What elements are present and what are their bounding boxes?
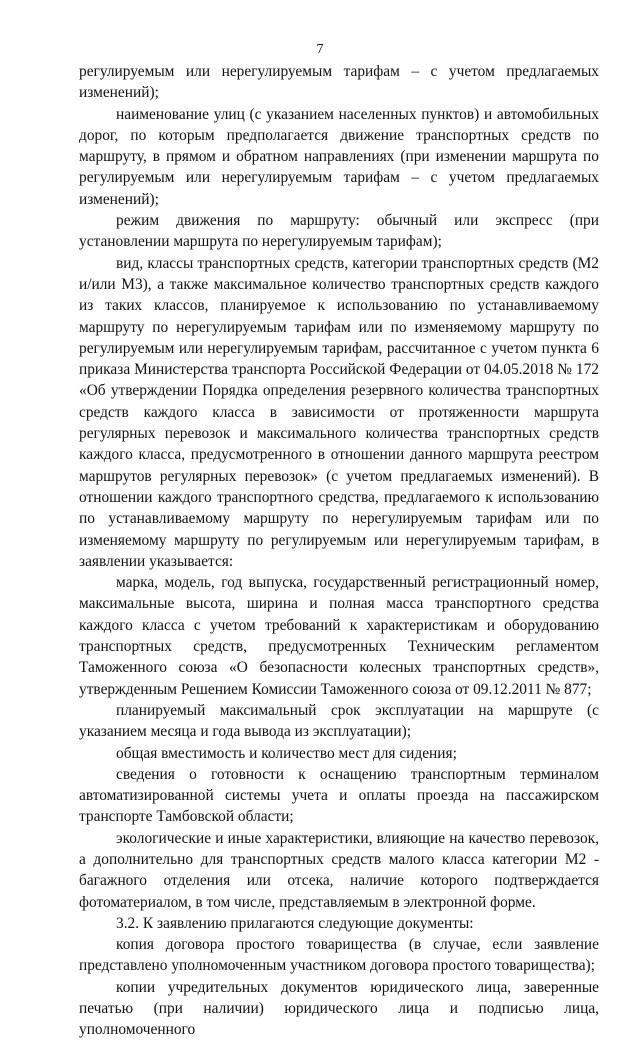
paragraph-section-3-2: 3.2. К заявлению прилагаются следующие документы: [116,914,474,932]
paragraph-vehicle-model: марка, модель, год выпуска, государственный регистрационный номер, максимальные высота, ширина и полная масса транспортного средства каждого класса с учетом требований к характеристикам и оборудованию транспортных средств, предусмотренных Техническим регламентом Таможенного союза «О безопасности колесных транспортных средств», утвержденным Решением Комиссии Таможенного союза от 09.12.2011 № 877; [79,574,599,698]
paragraph-founding-documents: копии учредительных документов юридического лица, заверенные печатью (при наличии) юридического лица и подписью лица, уполномоченного [79,978,599,1039]
paragraph-ecological: экологические и иные характеристики, влияющие на качество перевозок, а дополнительно для транспортных средств малого класса категории М2 - багажного отделения или отсека, наличие которого подтверждается фотоматериалом, в том числе, представляемым в электронной форме. [79,829,599,911]
paragraph-service-life: планируемый максимальный срок эксплуатации на маршруте (с указанием месяца и года вывода из эксплуатации); [79,701,599,741]
paragraph-capacity: общая вместимость и количество мест для сидения; [116,744,457,762]
paragraph-continuation: регулируемым или нерегулируемым тарифам – с учетом предлагаемых изменений); [79,63,599,102]
paragraph-traffic-mode: режим движения по маршруту: обычный или экспресс (при установлении маршрута по нерегулируемым тарифам); [79,212,599,251]
paragraph-vehicle-classes: вид, классы транспортных средств, категории транспортных средств (М2 и/или М3), а также максимальное количество транспортных средств каждого из таких классов, планируемое к использованию по устанавливаемому маршруту по нерегулируемым тарифам или по изменяемому маршруту по регулируемым или нерегулируемым тарифам, рассчитанное с учетом пункта 6 приказа Министерства транспорта Российской Федерации от 04.05.2018 № 172 «Об утверждении Порядка определения резервного количества транспортных средств каждого класса в зависимости от протяженности маршрута регулярных перевозок и максимального количества транспортных средств каждого класса, предусмотренного в отношении данного маршрута реестром маршрутов регулярных перевозок» (с учетом предлагаемых изменений). В отношении каждого транспортного средства, предлагаемого к использованию по устанавливаемому маршруту по нерегулируемым тарифам или по изменяемому маршруту по регулируемым или нерегулируемым тарифам, в заявлении указывается: [79,254,599,570]
paragraph-partnership-copy: копия договора простого товарищества (в случае, если заявление представлено уполномоченным участником договора простого товарищества); [79,936,599,975]
page-number: 7 [316,42,324,57]
document-body [79,61,599,1041]
paragraph-street-names: наименование улиц (с указанием населенных пунктов) и автомобильных дорог, по которым предполагается движение транспортных средств по маршруту, в прямом и обратном направлениях (при изменении маршрута по регулируемым или нерегулируемым тарифам – с учетом предлагаемых изменений); [79,105,599,208]
paragraph-terminal-readiness: сведения о готовности к оснащению транспортным терминалом автоматизированной системы учета и оплаты проезда на пассажирском транспорте Тамбовской области; [79,765,599,826]
